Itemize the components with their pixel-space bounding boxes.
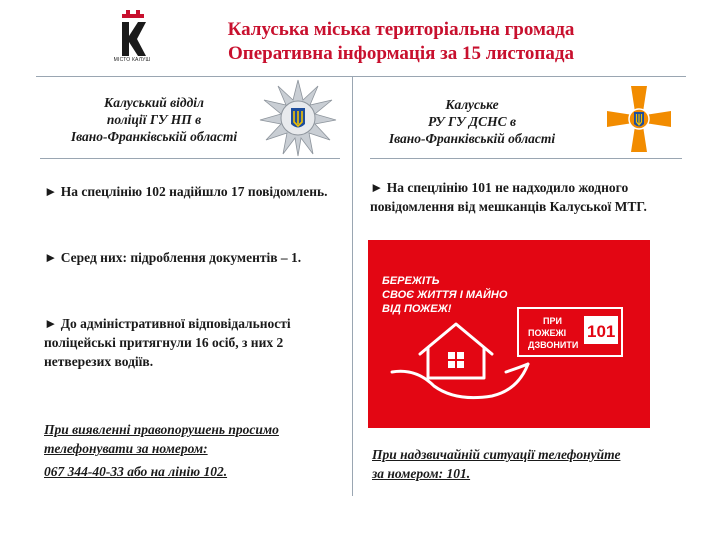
dsns-note-line-2[interactable]: за номером: 101.: [372, 466, 471, 481]
police-dept-line-2: поліції ГУ НП в: [106, 112, 202, 127]
police-dept-line-3: Івано-Франківській області: [70, 129, 238, 144]
logo-caption: МІСТО КАЛУШ: [113, 57, 151, 63]
header-divider: [36, 76, 686, 77]
dsns-dept-line-3: Івано-Франківській області: [388, 131, 556, 146]
dsns-dept-line-1: Калуське: [445, 97, 499, 112]
banner-call-2: ПОЖЕЖІ: [528, 328, 567, 338]
police-phone[interactable]: 067 344-40-33 або на лінію 102.: [44, 464, 228, 479]
police-item-forgery: ► Серед них: підроблення документів – 1.: [44, 250, 302, 265]
dsns-dept-line-2: РУ ГУ ДСНС в: [427, 114, 517, 129]
page-title: [186, 18, 616, 66]
police-dept-line-1: Калуський відділ: [104, 95, 204, 110]
title-line-2: Оперативна інформація за 15 листопада: [227, 43, 574, 64]
right-header-divider: [370, 158, 682, 159]
fire-safety-banner: [368, 240, 650, 428]
banner-line-2: СВОЄ ЖИТТЯ І МАЙНО: [382, 289, 508, 301]
left-header-divider: [40, 158, 340, 159]
police-note-line-2: телефонувати за номером:: [44, 441, 208, 456]
title-line-1: Калуська міська територіальна громада: [227, 19, 575, 40]
police-contact-note: [44, 420, 344, 481]
police-note-line-1: При виявленні правопорушень просимо: [44, 422, 279, 437]
column-divider: [352, 76, 353, 496]
banner-line-3: ВІД ПОЖЕЖ!: [382, 303, 452, 315]
banner-call-1: ПРИ: [543, 316, 562, 326]
banner-call-3: ДЗВОНИТИ: [528, 340, 579, 350]
banner-number: 101: [587, 322, 616, 341]
dsns-dept-title: [364, 96, 580, 147]
police-item-admin: ► До адміністративної відповідальності поліцейські притягнули 16 осіб, з них 2 нетверезих водіїв.: [44, 316, 291, 369]
dsns-item-calls: ► На спецлінію 101 не надходило жодного повідомлення від мешканців Калуської МТГ.: [370, 180, 647, 214]
police-item-calls: ► На спецлінію 102 надійшло 17 повідомлень.: [44, 184, 328, 199]
police-dept-title: [30, 94, 278, 145]
banner-line-1: БЕРЕЖІТЬ: [382, 275, 440, 287]
national-police-emblem-icon: [258, 78, 338, 158]
dsns-contact-note: [372, 445, 672, 483]
dsns-emblem-icon: [603, 82, 675, 156]
dsns-note-line-1: При надзвичайній ситуації телефонуйте: [372, 447, 621, 462]
